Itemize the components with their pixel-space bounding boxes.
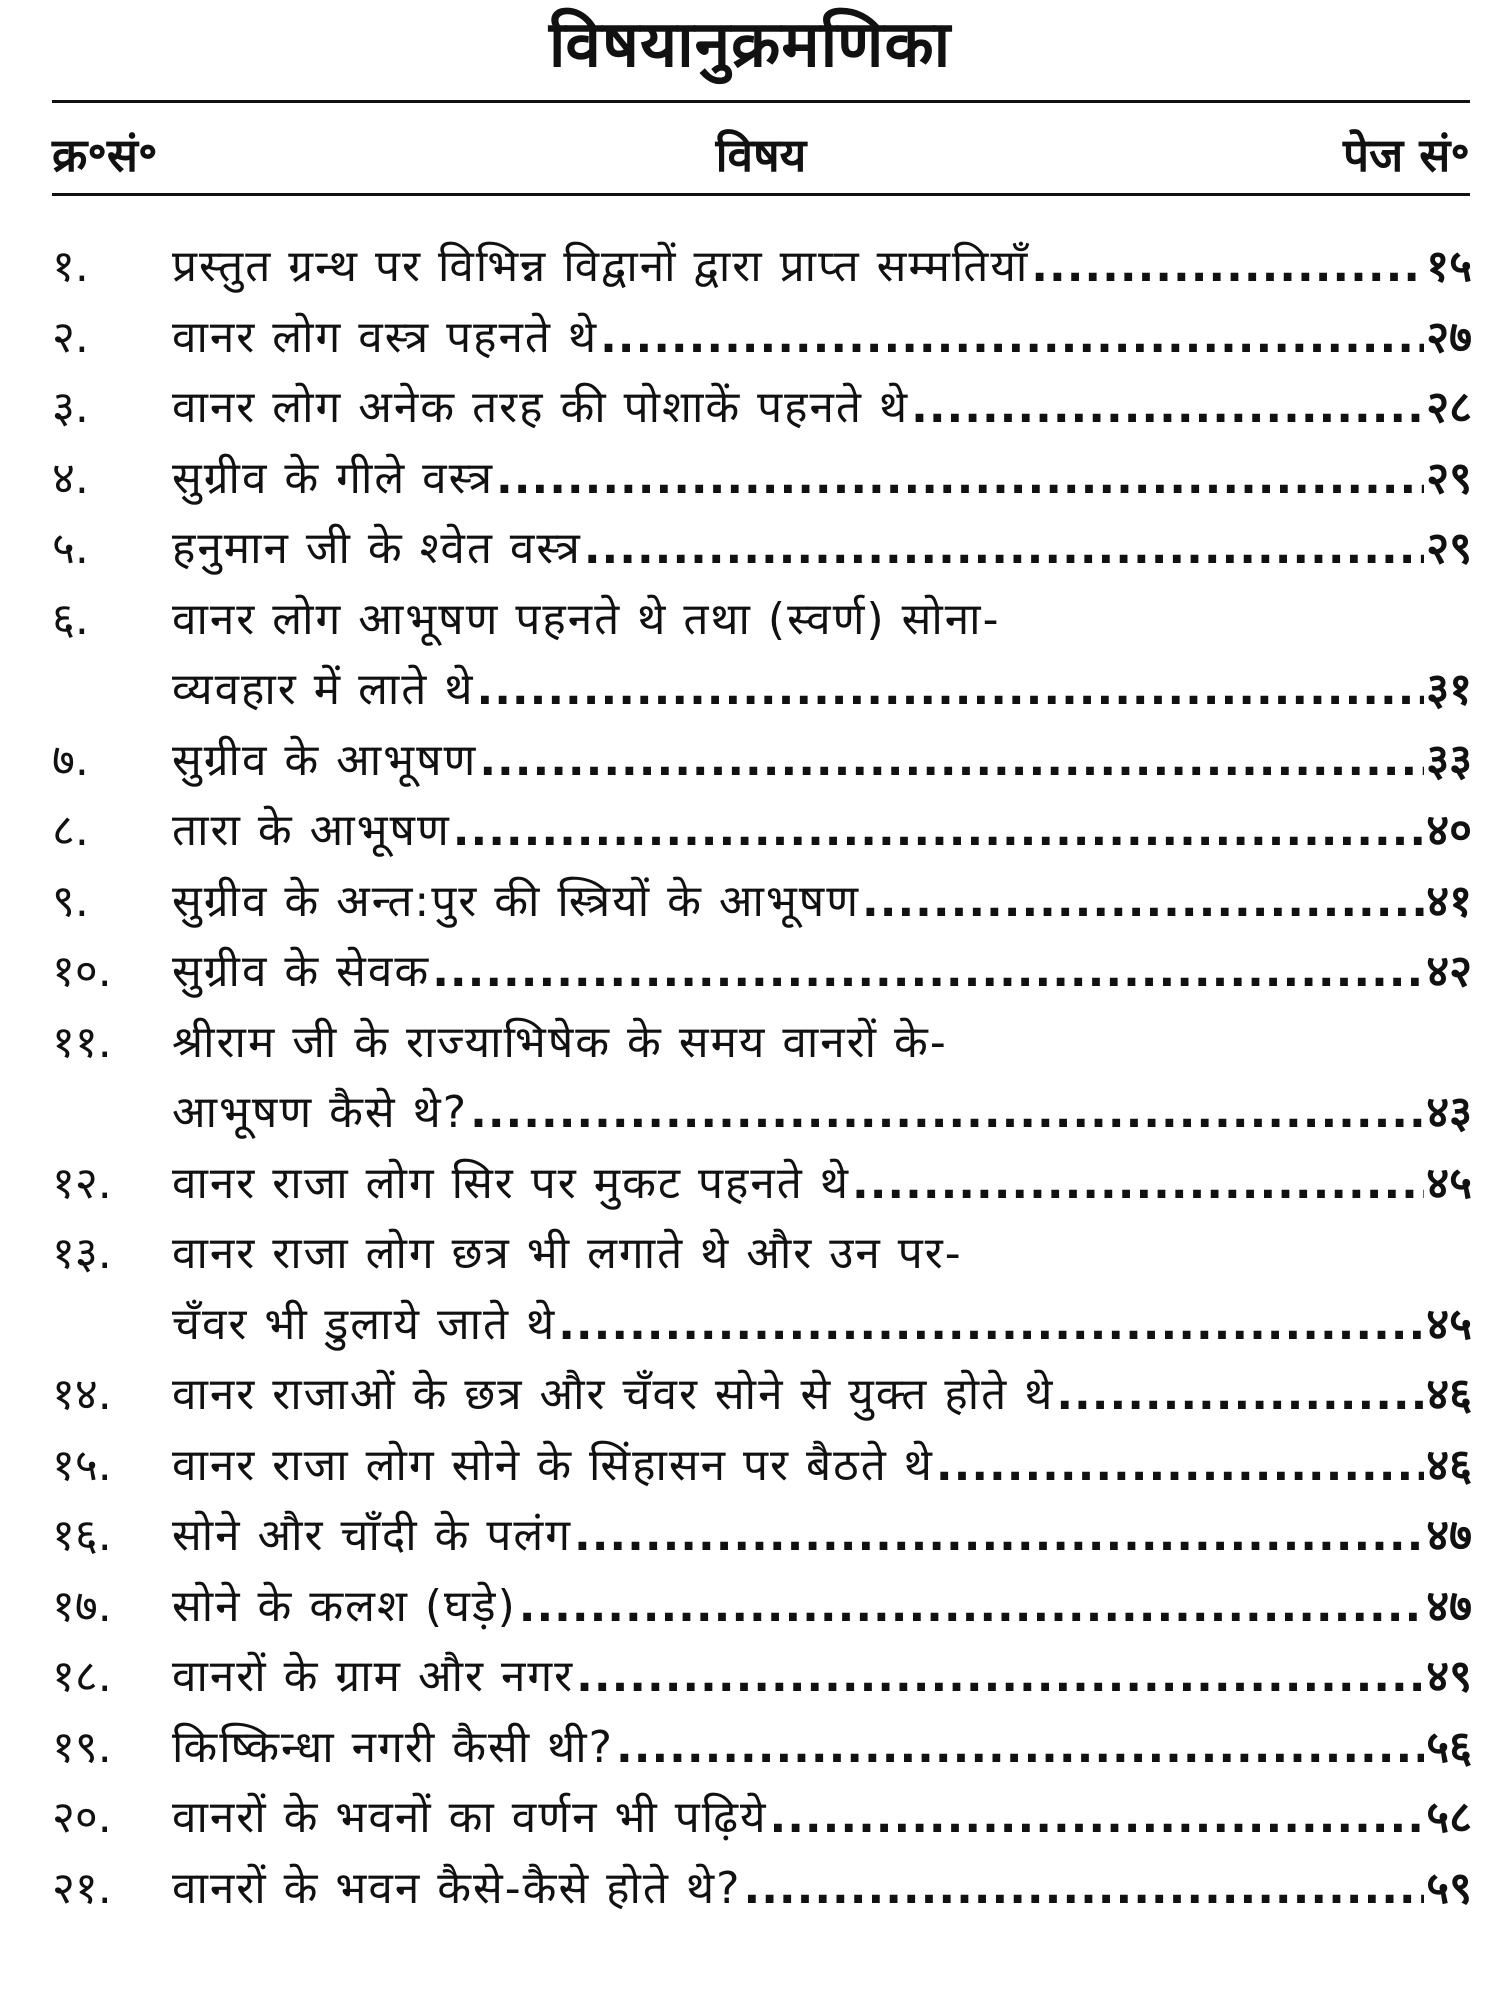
dot-leader	[453, 796, 1424, 866]
entry-leader-row	[172, 1431, 1472, 1501]
toc-entry-line	[52, 1290, 1472, 1361]
entry-leader-row	[172, 1290, 1472, 1360]
page-column-heading: पेज सं॰	[1343, 128, 1470, 182]
toc-entry	[52, 1360, 1472, 1431]
toc-entry	[52, 232, 1472, 303]
page-number: ३३	[1426, 734, 1472, 786]
entry-title: वानर लोग वस्त्र पहनते थे	[172, 311, 599, 363]
entry-number: ६.	[52, 593, 89, 645]
toc-entry-line	[52, 232, 1472, 303]
toc-entry	[52, 1149, 1472, 1220]
entry-title: सुग्रीव के अन्त:पुर की स्त्रियों के आभूषण	[172, 875, 861, 927]
page-number: ४०	[1426, 805, 1472, 856]
entry-number: २१.	[52, 1862, 112, 1914]
entry-number: २०.	[52, 1792, 112, 1843]
toc-entry-line	[52, 303, 1472, 374]
entry-leader-row	[172, 444, 1472, 514]
toc-entry	[52, 303, 1472, 374]
entry-number: ३.	[52, 382, 89, 433]
page-number: ४२	[1426, 946, 1472, 997]
toc-entry	[52, 726, 1472, 797]
toc-entry	[52, 373, 1472, 444]
entry-title: वानर राजाओं के छत्र और चँवर सोने से युक्त होते थे	[172, 1369, 1055, 1420]
entry-leader-row	[172, 726, 1472, 796]
entry-leader-row	[172, 232, 1472, 302]
dot-leader	[576, 1642, 1424, 1712]
entry-title: किष्किन्धा नगरी कैसी थी?	[172, 1721, 615, 1773]
toc-entry-line	[52, 373, 1472, 444]
entry-title: वानर राजा लोग छत्र भी लगाते थे और उन पर-	[172, 1228, 963, 1279]
dot-leader	[574, 1501, 1424, 1571]
toc-entry-line	[52, 937, 1472, 1008]
page-number: २९	[1426, 452, 1472, 504]
entry-leader-row	[172, 796, 1472, 866]
dot-leader	[519, 1572, 1425, 1642]
page-number: ५९	[1426, 1862, 1472, 1914]
toc-entry	[52, 1572, 1472, 1643]
entry-number: २.	[52, 311, 89, 363]
dot-leader	[1056, 1360, 1424, 1430]
toc-entry-line	[52, 1431, 1472, 1502]
entry-leader-row	[172, 655, 1472, 725]
toc-entry-line	[52, 726, 1472, 797]
toc-entry-line	[52, 867, 1472, 938]
dot-leader	[616, 1713, 1424, 1783]
toc-entry-line	[52, 1008, 1472, 1079]
entry-number: १८.	[52, 1651, 112, 1702]
toc-entry-line	[52, 1642, 1472, 1713]
entry-title: सुग्रीव के सेवक	[172, 946, 431, 997]
entry-title: वानर लोग अनेक तरह की पोशाकें पहनते थे	[172, 382, 910, 433]
entry-number: ८.	[52, 805, 89, 856]
toc-entry	[52, 1219, 1472, 1360]
entry-leader-row	[172, 514, 1472, 584]
entry-title: सुग्रीव के आभूषण	[172, 734, 478, 786]
page-number: २८	[1426, 382, 1472, 433]
entry-title: हनुमान जी के श्वेत वस्त्र	[172, 523, 582, 574]
entry-title: चँवर भी डुलाये जाते थे	[172, 1298, 557, 1350]
dot-leader	[600, 303, 1424, 373]
toc-entry-line	[52, 444, 1472, 515]
entry-title: वानरों के भवन कैसे-कैसे होते थे?	[172, 1862, 742, 1914]
toc-list	[52, 232, 1472, 1924]
header-bottom-rule	[52, 193, 1470, 196]
entry-number: १३.	[52, 1228, 112, 1279]
entry-number: १९.	[52, 1721, 112, 1773]
entry-title: सुग्रीव के गीले वस्त्र	[172, 452, 495, 504]
header-top-rule	[52, 100, 1470, 103]
dot-leader	[743, 1854, 1424, 1924]
entry-title: प्रस्तुत ग्रन्थ पर विभिन्न विद्वानों द्वारा प्राप्त सम्मतियाँ	[172, 241, 1030, 292]
entry-leader-row	[172, 1572, 1472, 1642]
page-number: ४९	[1426, 1651, 1472, 1702]
entry-leader-row	[172, 1642, 1472, 1712]
entry-title: वानरों के भवनों का वर्णन भी पढ़िये	[172, 1792, 768, 1843]
toc-entry	[52, 1008, 1472, 1149]
entry-number: १७.	[52, 1580, 112, 1632]
toc-entry-line	[52, 1149, 1472, 1220]
entry-leader-row	[172, 1078, 1472, 1148]
entry-number: १४.	[52, 1369, 112, 1420]
entry-title: वानरों के ग्राम और नगर	[172, 1651, 575, 1702]
toc-entry	[52, 444, 1472, 515]
entry-leader-row	[172, 1360, 1472, 1430]
page-number: ४५	[1426, 1298, 1472, 1350]
dot-leader	[432, 937, 1424, 1007]
toc-entry	[52, 1713, 1472, 1784]
page-title: विषयानुक्रमणिका	[548, 8, 952, 82]
dot-leader	[862, 867, 1424, 937]
toc-entry	[52, 1642, 1472, 1713]
toc-entry-line	[52, 1854, 1472, 1925]
dot-leader	[852, 1149, 1424, 1219]
entry-number: ५.	[52, 523, 89, 574]
page-number: ५८	[1426, 1792, 1472, 1843]
entry-title: तारा के आभूषण	[172, 805, 451, 856]
entry-title: सोने और चाँदी के पलंग	[172, 1510, 572, 1561]
entry-title: सोने के कलश (घड़े)	[172, 1580, 517, 1632]
page-number: ४७	[1426, 1510, 1472, 1561]
entry-leader-row	[172, 373, 1472, 443]
entry-number: १.	[52, 241, 89, 292]
toc-entry-line	[52, 1713, 1472, 1784]
entry-title: व्यवहार में लाते थे	[172, 664, 475, 715]
page-number: १५	[1426, 241, 1472, 292]
dot-leader	[470, 1078, 1424, 1148]
page-number: ३१	[1426, 664, 1472, 715]
entry-number: १६.	[52, 1510, 112, 1561]
entry-title: आभूषण कैसे थे?	[172, 1087, 469, 1138]
toc-entry-line	[52, 796, 1472, 867]
entry-number: ९.	[52, 875, 89, 927]
toc-entry-line	[52, 1078, 1472, 1149]
entry-number: १५.	[52, 1439, 112, 1491]
dot-leader	[911, 373, 1424, 443]
entry-title: वानर लोग आभूषण पहनते थे तथा (स्वर्ण) सोना-	[172, 593, 1001, 645]
toc-entry-line	[52, 655, 1472, 726]
toc-entry-line	[52, 1501, 1472, 1572]
entry-title: वानर राजा लोग सिर पर मुकट पहनते थे	[172, 1157, 850, 1209]
column-header	[52, 120, 1470, 190]
entry-number: ११.	[52, 1016, 112, 1068]
serial-column-heading: क्र॰सं॰	[52, 128, 158, 182]
toc-entry	[52, 1854, 1472, 1925]
page-number: २७	[1426, 311, 1472, 363]
entry-leader-row	[172, 1713, 1472, 1783]
toc-entry	[52, 1431, 1472, 1502]
dot-leader	[936, 1431, 1424, 1501]
entry-title: वानर राजा लोग सोने के सिंहासन पर बैठते थे	[172, 1439, 934, 1491]
toc-entry	[52, 1501, 1472, 1572]
toc-entry	[52, 937, 1472, 1008]
page-number: ४३	[1426, 1087, 1472, 1138]
page-number: ४७	[1426, 1580, 1472, 1632]
toc-entry-line	[52, 1219, 1472, 1290]
entry-title: श्रीराम जी के राज्याभिषेक के समय वानरों के-	[172, 1016, 948, 1068]
toc-entry	[52, 585, 1472, 726]
page-number: २९	[1426, 523, 1472, 574]
toc-entry-line	[52, 1360, 1472, 1431]
entry-leader-row	[172, 303, 1472, 373]
toc-entry	[52, 796, 1472, 867]
toc-entry-line	[52, 1572, 1472, 1643]
entry-leader-row	[172, 937, 1472, 1007]
toc-entry	[52, 514, 1472, 585]
toc-entry	[52, 867, 1472, 938]
page-number: ४१	[1426, 875, 1472, 927]
dot-leader	[479, 726, 1424, 796]
entry-number: १२.	[52, 1157, 112, 1209]
dot-leader	[1031, 232, 1424, 302]
page-number: ४६	[1426, 1439, 1472, 1491]
toc-entry-line	[52, 514, 1472, 585]
dot-leader	[584, 514, 1424, 584]
entry-leader-row	[172, 1854, 1472, 1924]
toc-entry-line	[52, 585, 1472, 656]
dot-leader	[476, 655, 1424, 725]
entry-number: ४.	[52, 452, 89, 504]
dot-leader	[770, 1783, 1425, 1853]
topic-column-heading: विषय	[715, 128, 807, 182]
entry-leader-row	[172, 1149, 1472, 1219]
toc-entry	[52, 1783, 1472, 1854]
toc-entry-line	[52, 1783, 1472, 1854]
entry-number: १०.	[52, 946, 112, 997]
entry-number: ७.	[52, 734, 89, 786]
entry-leader-row	[172, 867, 1472, 937]
page-number: ५६	[1426, 1721, 1472, 1773]
page-number: ४५	[1426, 1157, 1472, 1209]
dot-leader	[496, 444, 1424, 514]
entry-leader-row	[172, 1501, 1472, 1571]
dot-leader	[558, 1290, 1424, 1360]
entry-leader-row	[172, 1783, 1472, 1853]
page-number: ४६	[1426, 1369, 1472, 1420]
